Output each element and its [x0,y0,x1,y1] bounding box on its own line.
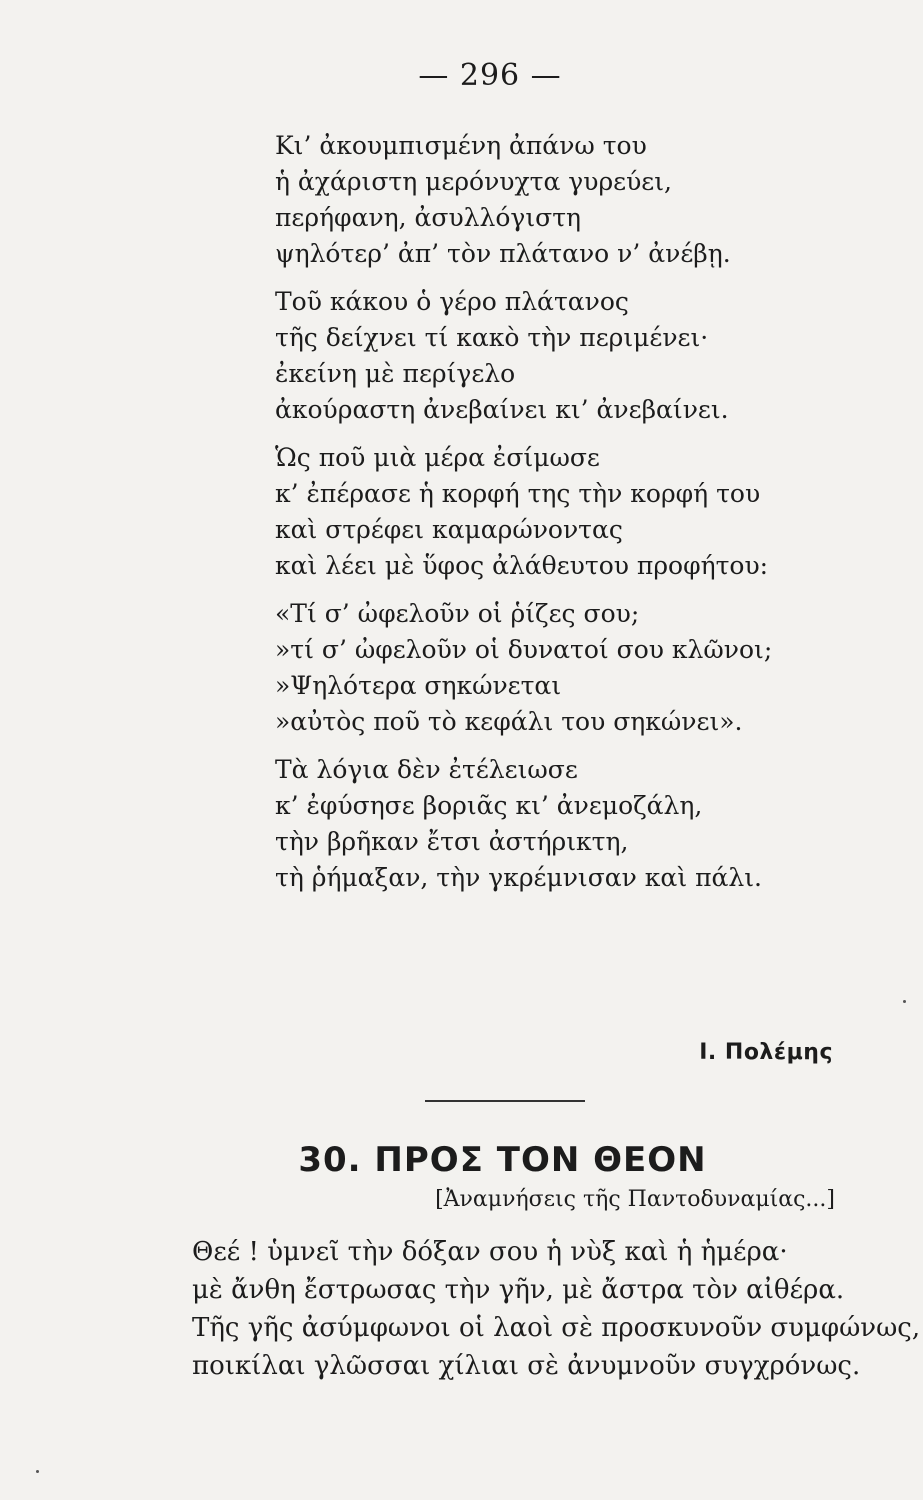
stanza-3 [275,440,875,584]
verse-line: ψηλότερ’ ἀπ’ τὸν πλάτανο ν’ ἀνέβῃ. [275,239,731,268]
verse-line: Τοῦ κάκου ὁ γέρο πλάτανος [275,287,629,316]
page-number: — 296 — [418,58,562,93]
verse-line: ποικίλαι γλῶσσαι χίλιαι σὲ ἀνυμνοῦν συγχρόνως. [192,1351,861,1381]
poem-body [275,128,875,908]
verse-line: Θεέ ! ὑμνεῖ τὴν δόξαν σου ἡ νὺξ καὶ ἡ ἡμέρα· [192,1237,788,1267]
stanza-1 [275,128,875,272]
verse-line: Τὰ λόγια δὲν ἐτέλειωσε [275,755,578,784]
poem-author: Ι. Πολέμης [699,1040,833,1065]
verse-line: περήφανη, ἀσυλλόγιστη [275,203,582,232]
verse-line: καὶ λέει μὲ ὕφος ἀλάθευτου προφήτου: [275,551,769,580]
verse-line: ἡ ἀχάριστη μερόνυχτα γυρεύει, [275,167,672,196]
stanza-5 [275,752,875,896]
section-subtitle: [Ἀναμνήσεις τῆς Παντοδυναμίας...] [435,1187,835,1212]
paper-speck [903,1000,906,1003]
paper-speck [36,1470,39,1473]
verse-line: Τῆς γῆς ἀσύμφωνοι οἱ λαοὶ σὲ προσκυνοῦν συμφώνως, [192,1313,921,1343]
verse-line: ἀκούραστη ἀνεβαίνει κι’ ἀνεβαίνει. [275,395,729,424]
verse-line: καὶ στρέφει καμαρώνοντας [275,515,623,544]
section-divider [425,1100,585,1102]
verse-line: τὴν βρῆκαν ἔτσι ἀστήρικτη, [275,827,629,856]
verse-line: «Τί σ’ ὠφελοῦν οἱ ῥίζες σου; [275,599,640,628]
verse-line: Κι’ ἀκουμπισμένη ἀπάνω του [275,131,647,160]
stanza-4 [275,596,875,740]
verse-line: μὲ ἄνθη ἔστρωσας τὴν γῆν, μὲ ἄστρα τὸν αἰθέρα. [192,1275,845,1305]
stanza-2 [275,284,875,428]
section-title: 30. ΠΡΟΣ ΤΟΝ ΘΕΟΝ [298,1140,707,1180]
verse-line: τῆς δείχνει τί κακὸ τὴν περιμένει· [275,323,709,352]
section-verse [192,1233,921,1385]
verse-line: ἐκείνη μὲ περίγελο [275,359,516,388]
verse-line: »αὐτὸς ποῦ τὸ κεφάλι του σηκώνει». [275,707,743,736]
verse-line: »Ψηλότερα σηκώνεται [275,671,562,700]
verse-line: κ’ ἐπέρασε ἡ κορφή της τὴν κορφή του [275,479,761,508]
verse-line: Ὡς ποῦ μιὰ μέρα ἐσίμωσε [275,443,600,472]
verse-line: »τί σ’ ὠφελοῦν οἱ δυνατοί σου κλῶνοι; [275,635,773,664]
verse-line: τὴ ῥήμαξαν, τὴν γκρέμνισαν καὶ πάλι. [275,863,762,892]
verse-line: κ’ ἐφύσησε βοριᾶς κι’ ἀνεμοζάλη, [275,791,703,820]
